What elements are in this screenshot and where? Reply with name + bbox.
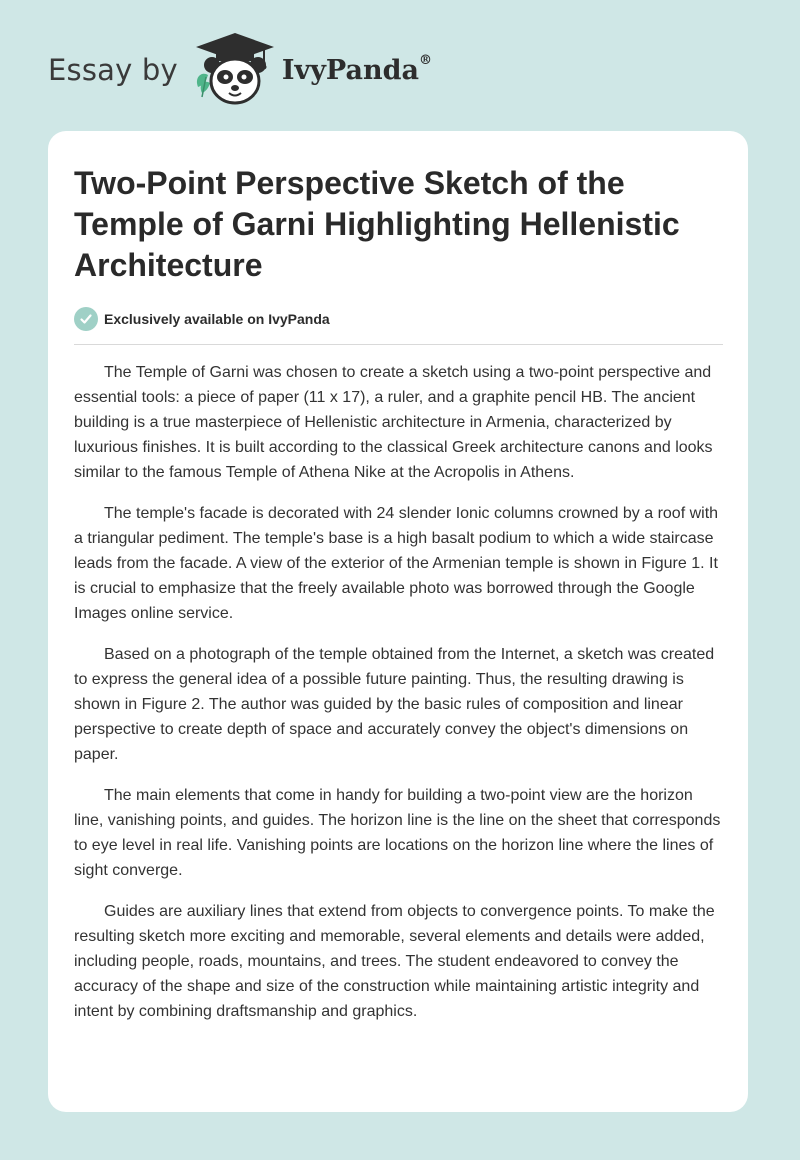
site-header: [48, 30, 432, 110]
paragraph: The Temple of Garni was chosen to create a sketch using a two-point perspective and essential tools: a piece of paper (11 x 17), a ruler, and a graphite pencil HB. The ancient building is a true masterpiece of Hellenistic architecture in Armenia, characterized by luxurious finishes. It is built according to the classical Greek architecture canons and looks similar to the famous Temple of Athena Nike at the Acropolis in Athens.: [74, 364, 713, 481]
brand-text: IvyPanda: [281, 54, 419, 86]
check-circle-icon: [74, 307, 98, 331]
exclusive-badge-text: Exclusively available on IvyPanda: [104, 311, 330, 327]
paragraph: Based on a photograph of the temple obtained from the Internet, a sketch was created to express the general idea of a possible future painting. Thus, the resulting drawing is shown in Figure 2. The author was guided by the basic rules of composition and linear perspective to create depth of space and accurately convey the object's dimensions on paper.: [74, 646, 715, 763]
paragraph: The main elements that come in handy for building a two-point view are the horizon line, vanishing points, and guides. The horizon line is the line on the sheet that corresponds to eye level in real life. Vanishing points are locations on the horizon line where the lines of sight converge.: [74, 787, 721, 879]
paragraph: The temple's facade is decorated with 24 slender Ionic columns crowned by a roof with a triangular pediment. The temple's base is a high basalt podium to which a wide staircase leads from the facade. A view of the exterior of the Armenian temple is shown in Figure 1. It is crucial to emphasize that the freely available photo was borrowed through the Google Images online service.: [74, 505, 719, 622]
essay-body: [74, 360, 722, 1024]
exclusive-badge: [74, 306, 722, 332]
essay-title: Two-Point Perspective Sketch of the Temple of Garni Highlighting Hellenistic Architecture: [74, 165, 680, 283]
essay-card: [48, 131, 748, 1112]
divider: [74, 344, 723, 345]
panda-graduate-icon: [192, 31, 278, 109]
registered-mark: ®: [418, 52, 432, 68]
brand-name: [281, 52, 432, 86]
paragraph: Guides are auxiliary lines that extend from objects to convergence points. To make the resulting sketch more exciting and memorable, several elements and details were added, including people, roads, mountains, and trees. The student endeavored to convey the accuracy of the shape and size of the construction while maintaining artistic integrity and intent by combining draftsmanship and graphics.: [74, 903, 715, 1020]
essay-by-label: Essay by: [48, 53, 178, 87]
